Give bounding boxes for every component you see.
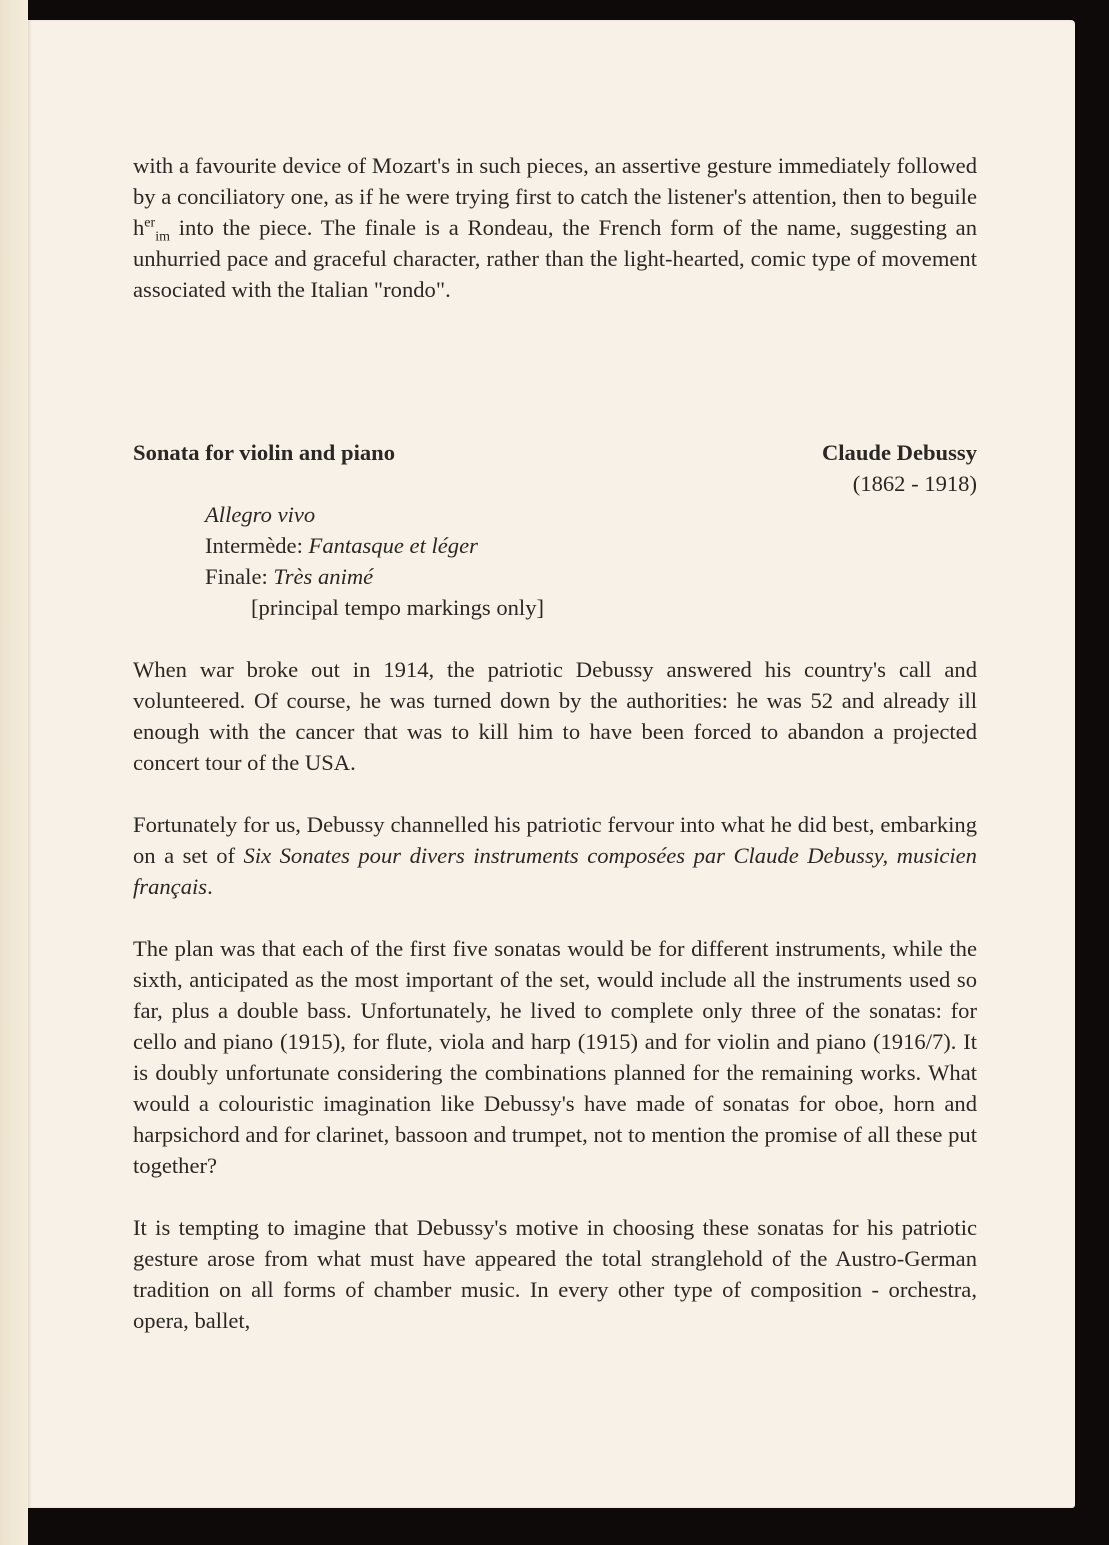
paragraph-plan: The plan was that each of the first five sonatas would be for different instruments, while the sixth, anticipated as the most important of the set, would include all the instruments used so far, plus a double bass. Unfortunately, he lived to complete only three of the sonatas: for cello and piano (1915), for flute, viola and harp (1915) and for violin and piano (1916/7). It is doubly unfortunate considering the combinations planned for the remaining works. What would a colouristic imagination like Debussy's have made of sonatas for oboe, horn and harpsichord and for clarinet, bassoon and trumpet, not to mention the promise of all these put together? (133, 936, 977, 1178)
text-run: Fortunately for us, Debussy channelled his patriotic fervour into what he did best, embarking on a set of (133, 812, 977, 868)
correction-mark-im: im (155, 229, 170, 245)
page-content (133, 150, 977, 1336)
movement-list (205, 499, 977, 592)
composer-dates: (1862 - 1918) (852, 471, 977, 496)
tempo-note: [principal tempo markings only] (251, 595, 545, 620)
tempo-marking: Allegro vivo (205, 502, 316, 527)
italic-title: Six Sonates pour divers instruments composées par Claude Debussy, musicien français (133, 843, 977, 899)
intro-text-b: into the piece. The finale is a Rondeau, the French form of the name, suggesting an unhurried pace and graceful character, rather than the light-hearted, comic type of movement associated with the Italian "rondo". (133, 215, 977, 302)
tempo-marking: Fantasque et léger (308, 533, 478, 558)
facing-page-edge (0, 0, 28, 1545)
composer-name: Claude Debussy (821, 440, 977, 465)
correction-mark-er: er (144, 215, 156, 231)
scan-background-top (0, 0, 1109, 20)
text-run: . (207, 874, 213, 899)
section-heading (133, 437, 977, 468)
intro-text-a: with a favourite device of Mozart's in such pieces, an assertive gesture immediately followed by a conciliatory one, as if he were trying first to catch the listener's attention, then to beguile h (133, 153, 977, 240)
paragraph-sonatas-set (133, 809, 977, 902)
movement-label: Finale: (205, 564, 274, 589)
piece-title: Sonata for violin and piano (133, 440, 396, 465)
paragraph-motive: It is tempting to imagine that Debussy's motive in choosing these sonatas for his patriotic gesture arose from what must have appeared the total stranglehold of the Austro-German tradition on all forms of chamber music. In every other type of composition - orchestra, opera, ballet, (133, 1215, 977, 1333)
movement-item (205, 530, 977, 561)
movement-item (205, 499, 977, 530)
tempo-marking: Très animé (273, 564, 374, 589)
movement-item (205, 561, 977, 592)
intro-paragraph (133, 150, 977, 305)
movement-label: Intermède: (205, 533, 309, 558)
paragraph-war: When war broke out in 1914, the patriotic Debussy answered his country's call and volunteered. Of course, he was turned down by the authorities: he was 52 and already ill enough with the cancer that was to kill him to have been forced to abandon a projected concert tour of the USA. (133, 657, 977, 775)
document-page (28, 20, 1075, 1508)
